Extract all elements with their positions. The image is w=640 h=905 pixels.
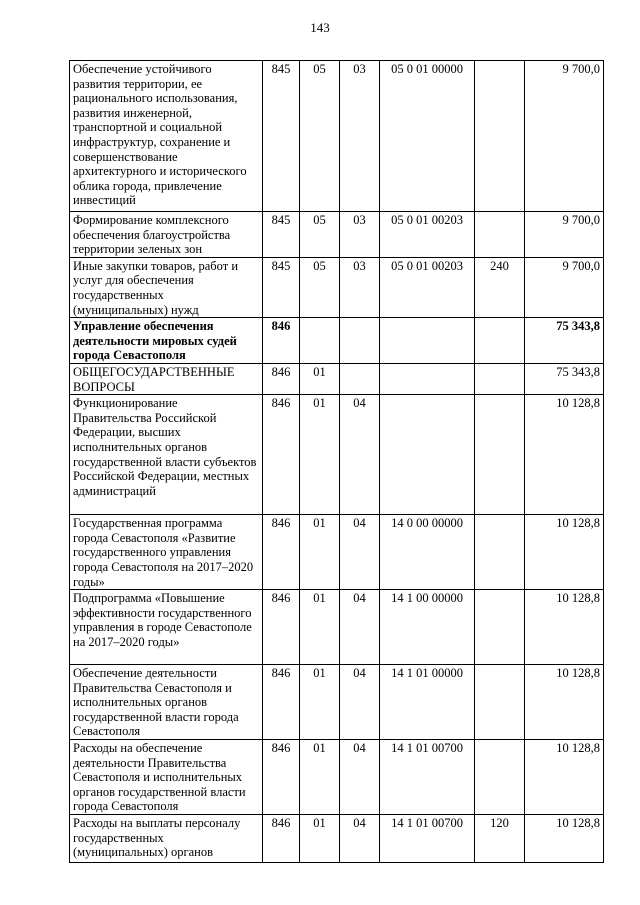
subsection-code-cell: 04 bbox=[340, 665, 380, 740]
expense-name-cell: Формирование комплексного обеспечения благоустройства территории зеленых зон bbox=[70, 212, 263, 258]
table-row bbox=[70, 61, 604, 212]
department-code-cell: 845 bbox=[263, 257, 300, 317]
expense-name-cell: Расходы на обеспечение деятельности Правительства Севастополя и исполнительных органов государственной власти города Севастополя bbox=[70, 740, 263, 815]
expense-name-cell: Государственная программа города Севастополя «Развитие государственного управления города Севастополя на 2017–2020 годы» bbox=[70, 515, 263, 590]
amount-cell: 10 128,8 bbox=[525, 740, 604, 815]
table-row bbox=[70, 257, 604, 317]
subsection-code-cell bbox=[340, 318, 380, 364]
section-code-cell: 05 bbox=[300, 212, 340, 258]
table-row bbox=[70, 395, 604, 515]
expense-type-cell bbox=[475, 515, 525, 590]
subsection-code-cell: 03 bbox=[340, 212, 380, 258]
expense-type-cell bbox=[475, 590, 525, 665]
department-code-cell: 846 bbox=[263, 515, 300, 590]
department-code-cell: 846 bbox=[263, 590, 300, 665]
table-row bbox=[70, 740, 604, 815]
subsection-code-cell: 04 bbox=[340, 590, 380, 665]
department-code-cell: 846 bbox=[263, 815, 300, 863]
section-code-cell: 05 bbox=[300, 61, 340, 212]
subsection-code-cell: 04 bbox=[340, 515, 380, 590]
target-item-code-cell: 14 1 00 00000 bbox=[380, 590, 475, 665]
table-row bbox=[70, 590, 604, 665]
target-item-code-cell: 14 1 01 00700 bbox=[380, 815, 475, 863]
amount-cell: 10 128,8 bbox=[525, 815, 604, 863]
page-number: 143 bbox=[310, 20, 330, 35]
department-code-cell: 846 bbox=[263, 363, 300, 394]
expense-name-cell: ОБЩЕГОСУДАРСТВЕННЫЕ ВОПРОСЫ bbox=[70, 363, 263, 394]
amount-cell: 75 343,8 bbox=[525, 363, 604, 394]
section-code-cell: 01 bbox=[300, 515, 340, 590]
amount-cell: 75 343,8 bbox=[525, 318, 604, 364]
department-code-cell: 846 bbox=[263, 740, 300, 815]
target-item-code-cell: 05 0 01 00203 bbox=[380, 212, 475, 258]
table-row bbox=[70, 212, 604, 258]
expense-name-cell: Функционирование Правительства Российской Федерации, высших исполнительных органов государственной власти субъектов Российской Федерации, местных администраций bbox=[70, 395, 263, 515]
table-row bbox=[70, 665, 604, 740]
amount-cell: 9 700,0 bbox=[525, 61, 604, 212]
section-code-cell: 01 bbox=[300, 590, 340, 665]
expense-name-cell: Подпрограмма «Повышение эффективности государственного управления в городе Севастополе на 2017–2020 годы» bbox=[70, 590, 263, 665]
expense-name-cell: Обеспечение устойчивого развития территории, ее рационального использования, развития инженерной, транспортной и социальной инфраструктур, сохранение и совершенствование архитектурного и исторического облика города, привлечение инвестиций bbox=[70, 61, 263, 212]
amount-cell: 10 128,8 bbox=[525, 395, 604, 515]
expense-name-cell: Расходы на выплаты персоналу государственных (муниципальных) органов bbox=[70, 815, 263, 863]
table-row bbox=[70, 363, 604, 394]
expense-type-cell bbox=[475, 61, 525, 212]
subsection-code-cell: 04 bbox=[340, 740, 380, 815]
table-row bbox=[70, 515, 604, 590]
expense-type-cell: 240 bbox=[475, 257, 525, 317]
subsection-code-cell: 03 bbox=[340, 61, 380, 212]
target-item-code-cell: 05 0 01 00000 bbox=[380, 61, 475, 212]
department-code-cell: 845 bbox=[263, 212, 300, 258]
expense-name-cell: Обеспечение деятельности Правительства Севастополя и исполнительных органов государственной власти города Севастополя bbox=[70, 665, 263, 740]
target-item-code-cell: 05 0 01 00203 bbox=[380, 257, 475, 317]
target-item-code-cell bbox=[380, 363, 475, 394]
department-code-cell: 846 bbox=[263, 318, 300, 364]
amount-cell: 9 700,0 bbox=[525, 212, 604, 258]
target-item-code-cell: 14 0 00 00000 bbox=[380, 515, 475, 590]
expense-type-cell bbox=[475, 318, 525, 364]
expense-name-cell: Иные закупки товаров, работ и услуг для обеспечения государственных (муниципальных) нужд bbox=[70, 257, 263, 317]
section-code-cell: 01 bbox=[300, 740, 340, 815]
subsection-code-cell: 04 bbox=[340, 815, 380, 863]
target-item-code-cell bbox=[380, 318, 475, 364]
table-row bbox=[70, 815, 604, 863]
target-item-code-cell bbox=[380, 395, 475, 515]
budget-table bbox=[69, 60, 604, 863]
expense-type-cell bbox=[475, 363, 525, 394]
section-code-cell: 01 bbox=[300, 395, 340, 515]
amount-cell: 10 128,8 bbox=[525, 590, 604, 665]
section-code-cell: 01 bbox=[300, 815, 340, 863]
expense-type-cell bbox=[475, 740, 525, 815]
expense-type-cell bbox=[475, 395, 525, 515]
department-code-cell: 846 bbox=[263, 665, 300, 740]
table-row bbox=[70, 318, 604, 364]
department-code-cell: 846 bbox=[263, 395, 300, 515]
amount-cell: 10 128,8 bbox=[525, 515, 604, 590]
table-body bbox=[70, 61, 604, 863]
section-code-cell bbox=[300, 318, 340, 364]
target-item-code-cell: 14 1 01 00000 bbox=[380, 665, 475, 740]
section-code-cell: 01 bbox=[300, 665, 340, 740]
amount-cell: 10 128,8 bbox=[525, 665, 604, 740]
department-code-cell: 845 bbox=[263, 61, 300, 212]
expense-type-cell bbox=[475, 212, 525, 258]
amount-cell: 9 700,0 bbox=[525, 257, 604, 317]
expense-type-cell bbox=[475, 665, 525, 740]
section-code-cell: 05 bbox=[300, 257, 340, 317]
target-item-code-cell: 14 1 01 00700 bbox=[380, 740, 475, 815]
expense-name-cell: Управление обеспечения деятельности мировых судей города Севастополя bbox=[70, 318, 263, 364]
subsection-code-cell: 04 bbox=[340, 395, 380, 515]
subsection-code-cell: 03 bbox=[340, 257, 380, 317]
section-code-cell: 01 bbox=[300, 363, 340, 394]
subsection-code-cell bbox=[340, 363, 380, 394]
expense-type-cell: 120 bbox=[475, 815, 525, 863]
